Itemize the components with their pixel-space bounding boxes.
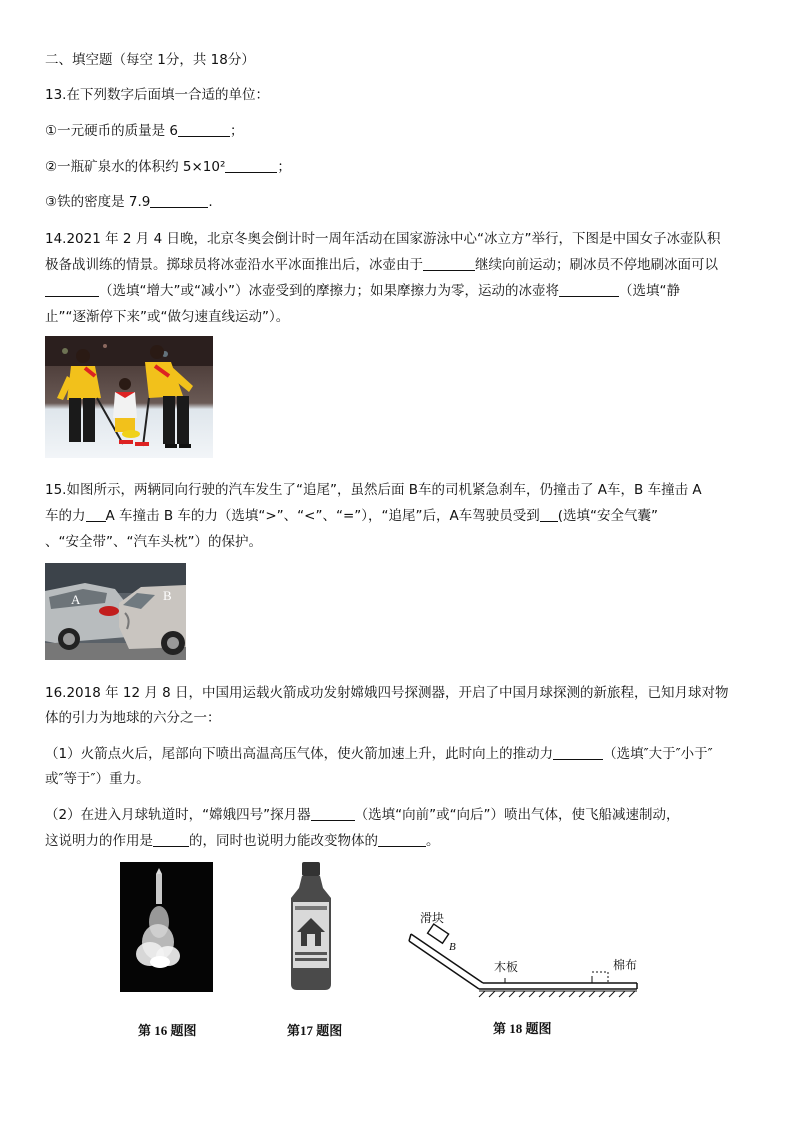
figure-18-caption: 第 18 题图	[493, 1021, 552, 1036]
incline-diagram	[405, 910, 645, 998]
q13-item-2: ②一瓶矿泉水的体积约 5×10² ；	[45, 159, 291, 175]
car-a-label: A	[71, 592, 81, 607]
answer-blank[interactable]	[311, 806, 355, 821]
q13-item-3: ③铁的密度是 7.9 .	[45, 194, 213, 210]
figure-17-caption: 第17 题图	[287, 1023, 343, 1038]
q16-line-2: 体的引力为地球的六分之一：	[45, 710, 221, 726]
point-b-label: B	[449, 941, 456, 953]
answer-blank[interactable]	[553, 745, 603, 760]
q15-line-1: 15.如图所示，两辆同向行驶的汽车发生了“追尾”，虽然后面 B车的司机紧急刹车，仍撞击了 A车，B 车撞击 A	[45, 482, 702, 498]
answer-blank[interactable]	[45, 282, 99, 297]
q16-part-1: （1）火箭点火后，尾部向下喷出高温高压气体，使火箭加速上升，此时向上的推动力 （选填″大于″小于″	[45, 746, 713, 762]
answer-blank[interactable]	[150, 193, 208, 208]
answer-blank[interactable]	[540, 507, 558, 522]
q16-part-1-cont: 或″等于″）重力。	[45, 771, 150, 787]
q15-line-2: 车的力 A 车撞击 B 车的力（选填“>”、“<”、“=”），“追尾”后，A车驾驶员受到 (选填“安全气囊”	[45, 508, 659, 524]
figure-16-caption: 第 16 题图	[138, 1023, 197, 1038]
car-crash-photo	[45, 563, 186, 660]
q15-line-3: 、“安全带”、“汽车头枕”）的保护。	[45, 534, 262, 550]
board-label: 木板	[494, 960, 519, 974]
answer-blank[interactable]	[86, 507, 106, 522]
q14-line-2: 极备战训练的情景。掷球员将冰壶沿水平冰面推出后，冰壶由于 继续向前运动；刷冰员不停地刷冰面可以	[45, 257, 718, 273]
answer-blank[interactable]	[153, 832, 189, 847]
section-title: 二、填空题（每空 1分，共 18分）	[45, 52, 255, 68]
car-b-label: B	[163, 588, 172, 603]
q14-line-1: 14.2021 年 2 月 4 日晚，北京冬奥会倒计时一周年活动在国家游泳中心“冰立方”举行，下图是中国女子冰壶队积	[45, 231, 721, 247]
q13-item-1: ①一元硬币的质量是 6 ；	[45, 123, 244, 139]
bottle-photo	[283, 862, 339, 992]
cloth-label: 棉布	[613, 958, 638, 972]
rocket-launch-photo	[120, 862, 213, 992]
q13-stem: 13.在下列数字后面填一合适的单位：	[45, 87, 269, 103]
q16-part-2: （2）在进入月球轨道时，“嫦娥四号”探月器 （选填“向前”或“向后”）喷出气体，使飞船减速制动，	[45, 807, 680, 823]
q14-line-3: （选填“增大”或“减小”）冰壶受到的摩擦力；如果摩擦力为零，运动的冰壶将 （选填“静	[45, 279, 680, 299]
q16-part-2-cont: 这说明力的作用是 的，同时也说明力能改变物体的 。	[45, 833, 440, 849]
q14-line-4: 止”“逐渐停下来”或“做匀速直线运动”）。	[45, 309, 290, 325]
answer-blank[interactable]	[178, 122, 230, 137]
curling-photo	[45, 336, 213, 458]
answer-blank[interactable]	[423, 256, 475, 271]
q16-line-1: 16.2018 年 12 月 8 日，中国用运载火箭成功发射嫦娥四号探测器，开启了中国月球探测的新旅程，已知月球对物	[45, 685, 729, 701]
answer-blank[interactable]	[559, 282, 619, 297]
slider-label: 滑块	[420, 911, 445, 925]
answer-blank[interactable]	[378, 832, 426, 847]
answer-blank[interactable]	[225, 158, 277, 173]
